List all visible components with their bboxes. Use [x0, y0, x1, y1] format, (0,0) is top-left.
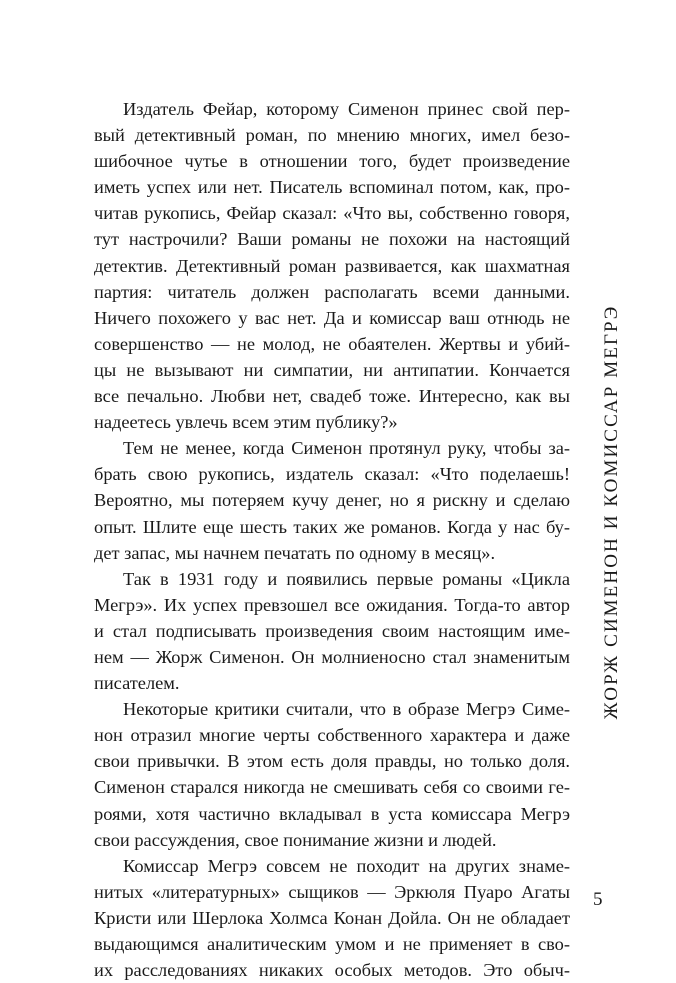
text-line: надеетесь увлечь всем этим публику?»: [94, 412, 398, 433]
text-line: Сименон старался никогда не смешивать себя со своими ге-: [94, 777, 570, 798]
text-line: шибочное чутье в отношении того, будет произведение: [94, 151, 570, 172]
text-line: тут настрочили? Ваши романы не похожи на настоящий: [94, 229, 570, 250]
text-line: опыт. Шлите еще шесть таких же романов. Когда у нас бу-: [94, 516, 570, 537]
text-line: нем — Жорж Сименон. Он молниеносно стал знаменитым: [94, 646, 570, 667]
text-line: нон отразил многие черты собственного характера и даже: [94, 725, 570, 746]
text-line: и стал подписывать произведения своим настоящим име-: [94, 620, 570, 641]
text-line: иметь успех или нет. Писатель вспоминал потом, как, про-: [94, 177, 570, 198]
text-line: свои привычки. В этом есть доля правды, но только доля.: [94, 751, 570, 772]
text-line: Вероятно, мы потеряем кучу денег, но я рискну и сделаю: [94, 490, 570, 511]
text-line: Мегрэ». Их успех превзошел все ожидания. Тогда-то автор: [94, 594, 570, 615]
text-line: их расследованиях никаких особых методов. Это обыч-: [94, 960, 570, 981]
text-line: дет запас, мы начнем печатать по одному в месяц».: [94, 542, 496, 563]
text-line: Некоторые критики считали, что в образе Мегрэ Симе-: [123, 699, 570, 720]
text-line: выдающимся аналитическим умом и не применяет в сво-: [94, 934, 570, 954]
text-line: свои рассуждения, свое понимание жизни и людей.: [94, 829, 497, 850]
text-line: все печально. Любви нет, свадеб тоже. Интересно, как вы: [94, 386, 570, 407]
text-line: Тем не менее, когда Сименон протянул руку, чтобы за-: [123, 438, 570, 459]
text-line: детектив. Детективный роман развивается, как шахматная: [94, 255, 570, 276]
text-line: роями, хотя частично вкладывал в уста комиссара Мегрэ: [94, 803, 570, 824]
text-line: совершенство — не молод, не обаятелен. Жертвы и убий-: [94, 333, 570, 354]
text-line: Ничего похожего у вас нет. Да и комиссар ваш отнюдь не: [94, 307, 570, 328]
text-line: вый детективный роман, по мнению многих, имел безо-: [94, 125, 570, 146]
paragraph-3: [94, 566, 570, 696]
paragraph-2: [94, 435, 570, 565]
paragraph-5: [94, 853, 570, 983]
paragraph-1: [94, 96, 570, 435]
text-line: цы не вызывают ни симпатии, ни антипатии. Кончается: [94, 359, 570, 380]
text-line: брать свою рукопись, издатель сказал: «Что поделаешь!: [94, 464, 570, 485]
text-line: Издатель Фейар, которому Сименон принес свой пер-: [123, 99, 570, 119]
page-number: 5: [593, 889, 603, 910]
text-line: Так в 1931 году и появились первые романы «Цикла: [123, 568, 570, 589]
running-head-text: ЖОРЖ СИМЕНОН И КОМИССАР МЕГРЭ: [601, 304, 622, 720]
text-line: нитых «литературных» сыщиков — Эркюля Пуаро Агаты: [94, 881, 570, 902]
paragraph-4: [94, 696, 570, 853]
text-line: Кристи или Шерлока Холмса Конан Дойла. Он не обладает: [94, 907, 570, 928]
text-line: партия: читатель должен располагать всеми данными.: [94, 281, 570, 302]
text-line: Комиссар Мегрэ совсем не походит на других знаме-: [123, 855, 570, 876]
text-line: писателем.: [94, 673, 180, 694]
body-text: [94, 96, 570, 983]
text-line: читав рукопись, Фейар сказал: «Что вы, собственно говоря,: [94, 203, 570, 224]
